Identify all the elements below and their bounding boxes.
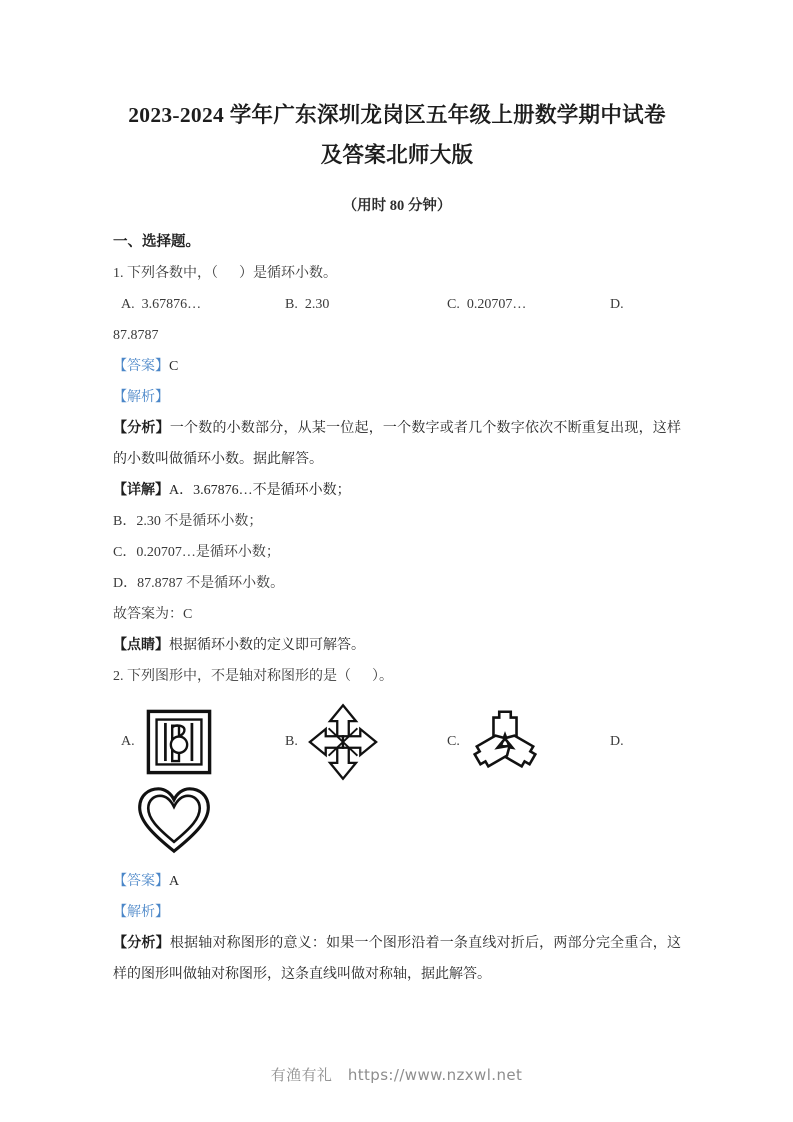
question-2-stem: 2. 下列图形中，不是轴对称图形的是（ ）。	[113, 669, 393, 684]
dianjing-text: 根据循环小数的定义即可解答。	[169, 638, 365, 653]
double-outline-heart-icon	[135, 784, 213, 861]
question-2-option-a-label: A.	[121, 734, 135, 749]
question-2-option-c-label: C.	[447, 734, 460, 749]
question-2-answer	[113, 866, 681, 897]
question-1-xiangjie-line-3: C．0.20707…是循环小数；	[113, 545, 280, 560]
question-2-analysis-tag	[113, 897, 681, 928]
question-2-options	[113, 696, 681, 788]
question-2-option-d	[610, 696, 632, 788]
question-1-option-d: D.	[610, 297, 624, 312]
watermark-brand: 有渔有礼	[270, 1066, 333, 1084]
question-1-options	[113, 289, 681, 320]
question-2-fenxi	[113, 928, 681, 990]
answer-value: A	[169, 874, 180, 889]
nested-square-b-glyph-icon	[143, 698, 215, 786]
question-1-stem: 1. 下列各数中，（ ）是循环小数。	[113, 266, 337, 281]
question-1-analysis-tag	[113, 382, 681, 413]
question-1-conclusion: 故答案为：C	[113, 607, 193, 622]
watermark-url: https://www.nzxwl.net	[347, 1066, 523, 1084]
footer-watermark	[0, 1064, 793, 1085]
answer-tag: 【答案】	[113, 874, 169, 889]
question-2-option-c	[447, 696, 541, 788]
page-title: 2023-2024 学年广东深圳龙岗区五年级上册数学期中试卷及答案北师大版	[128, 103, 666, 167]
question-1-dianjing	[113, 630, 681, 661]
answer-tag: 【答案】	[113, 359, 169, 374]
question-1-option-a: A. 3.67876…	[121, 297, 202, 312]
xiangjie-text-a: A．3.67876…不是循环小数；	[169, 483, 351, 498]
xiangjie-tag: 【详解】	[113, 483, 169, 498]
question-2-option-d-figure-wrap	[113, 788, 681, 866]
answer-value: C	[169, 359, 179, 374]
fenxi-text: 一个数的小数部分，从某一位起，一个数字或者几个数字依次不断重复出现，这样的小数叫做循环小数。据此解答。	[113, 421, 682, 467]
fenxi-tag: 【分析】	[113, 421, 170, 436]
question-2-option-b	[285, 696, 379, 788]
analysis-tag: 【解析】	[113, 905, 169, 920]
question-1-option-d-continuation: 87.8787	[113, 328, 159, 343]
question-2-option-a	[121, 696, 215, 788]
dianjing-tag: 【点睛】	[113, 638, 169, 653]
question-1-option-b: B. 2.30	[285, 297, 330, 312]
question-1-fenxi	[113, 413, 681, 475]
fenxi-text: 根据轴对称图形的意义：如果一个图形沿着一条直线对折后，两部分完全重合，这样的图形叫做轴对称图形，这条直线叫做对称轴，据此解答。	[113, 936, 682, 982]
question-1-xiangjie-line-4: D．87.8787 不是循环小数。	[113, 576, 285, 591]
section-heading-choice: 一、选择题。	[113, 234, 200, 250]
three-fold-pinwheel-icon	[469, 698, 541, 786]
analysis-tag: 【解析】	[113, 390, 169, 405]
four-direction-arrow-cross-icon	[307, 698, 379, 786]
document-content	[113, 95, 681, 990]
question-2	[113, 661, 681, 990]
question-1-answer	[113, 351, 681, 382]
question-1-xiangjie-line-2: B．2.30 不是循环小数；	[113, 514, 263, 529]
question-1-xiangjie-line-1	[113, 475, 681, 506]
exam-duration-subtitle: （用时 80 分钟）	[342, 198, 452, 214]
question-2-option-d-label: D.	[610, 734, 624, 749]
question-2-option-b-label: B.	[285, 734, 298, 749]
fenxi-tag: 【分析】	[113, 936, 170, 951]
question-1	[113, 258, 681, 661]
question-1-option-c: C. 0.20707…	[447, 297, 527, 312]
